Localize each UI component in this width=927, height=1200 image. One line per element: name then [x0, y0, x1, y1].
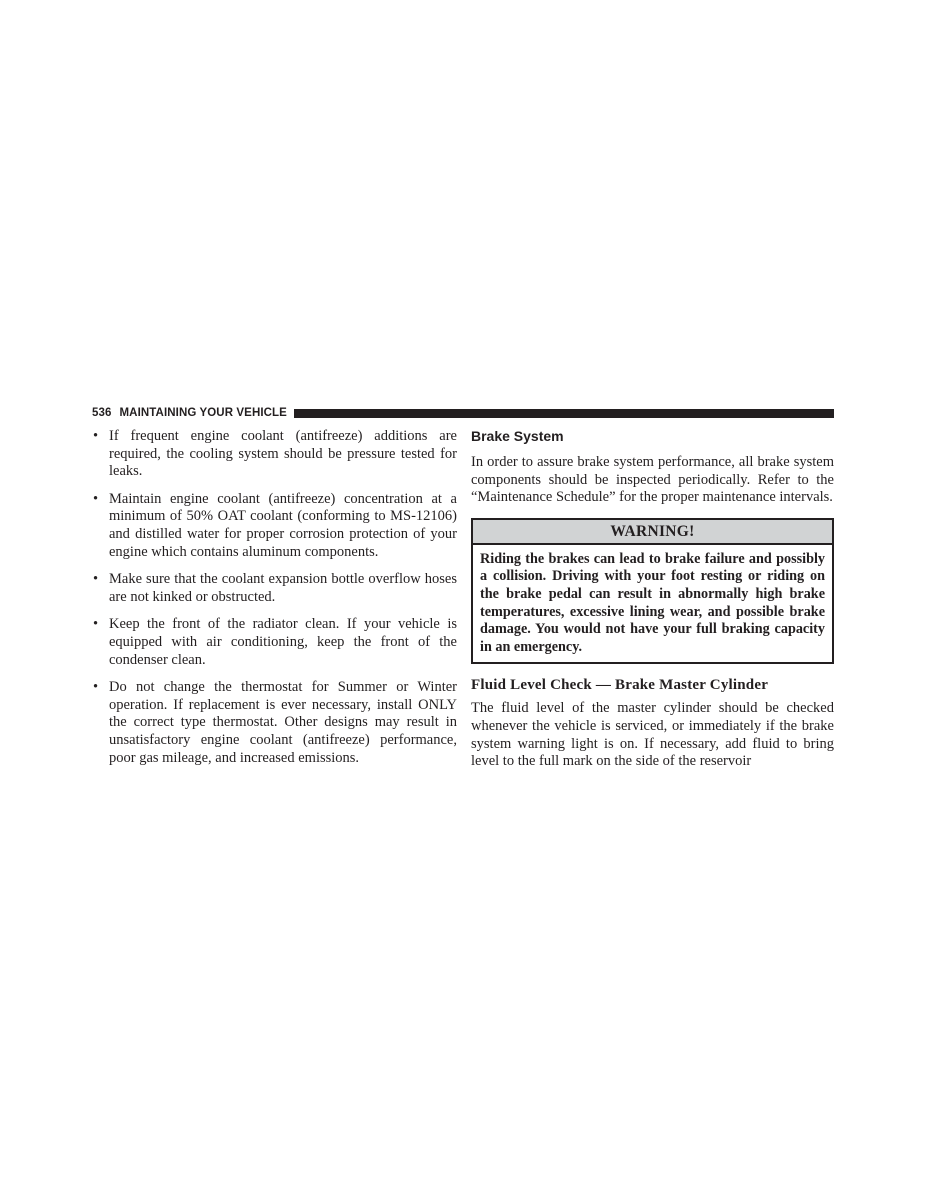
brake-system-paragraph: In order to assure brake system performance, all brake system components should be inspected periodically. Refer to the “Maintenance Schedule” for the proper maintenance intervals. [471, 454, 834, 506]
warning-text: Riding the brakes can lead to brake failure and possibly a collision. Driving with your foot resting or riding on the brake pedal can result in abnormally high brake temperatures, excessive lining wear, and possible brake damage. You would not have your full braking capacity in an emergency. [480, 550, 825, 655]
coolant-bullet-list [92, 428, 457, 767]
bullet-icon: • [93, 679, 99, 696]
list-item [92, 679, 457, 767]
list-item [92, 491, 457, 561]
brake-system-heading: Brake System [471, 428, 564, 444]
left-column [92, 428, 457, 777]
header-rule [294, 409, 834, 418]
list-item-text: Keep the front of the radiator clean. If your vehicle is equipped with air conditioning, keep the front of the condenser clean. [109, 616, 457, 668]
list-item-text: If frequent engine coolant (antifreeze) additions are required, the cooling system should be pressure tested for leaks. [109, 428, 457, 480]
section-title: MAINTAINING YOUR VEHICLE [119, 407, 287, 419]
bullet-icon: • [93, 616, 99, 633]
bullet-icon: • [93, 490, 99, 507]
page-header [92, 405, 834, 421]
warning-box [471, 518, 834, 665]
list-item [92, 428, 457, 481]
list-item-text: Do not change the thermostat for Summer or Winter operation. If replacement is ever necessary, install ONLY the correct type thermostat. Other designs may result in unsatisfactory engine coolant (antifreeze) performance, poor gas mileage, and increased emissions. [109, 679, 457, 766]
list-item [92, 616, 457, 669]
warning-title: WARNING! [473, 520, 832, 545]
list-item-text: Maintain engine coolant (antifreeze) concentration at a minimum of 50% OAT coolant (conforming to MS-12106) and distilled water for proper corrosion protection of your engine which contains aluminum components. [109, 490, 457, 560]
fluid-level-heading: Fluid Level Check — Brake Master Cylinder [471, 677, 769, 694]
bullet-icon: • [93, 571, 99, 588]
list-item [92, 571, 457, 606]
list-item-text: Make sure that the coolant expansion bottle overflow hoses are not kinked or obstructed. [109, 571, 457, 605]
page-number: 536 [92, 407, 112, 419]
fluid-level-paragraph: The fluid level of the master cylinder should be checked whenever the vehicle is serviced, or immediately if the brake system warning light is on. If necessary, add fluid to bring level to the full mark on the side of the reservoir [471, 700, 834, 770]
right-column [471, 428, 834, 782]
bullet-icon: • [93, 428, 99, 444]
